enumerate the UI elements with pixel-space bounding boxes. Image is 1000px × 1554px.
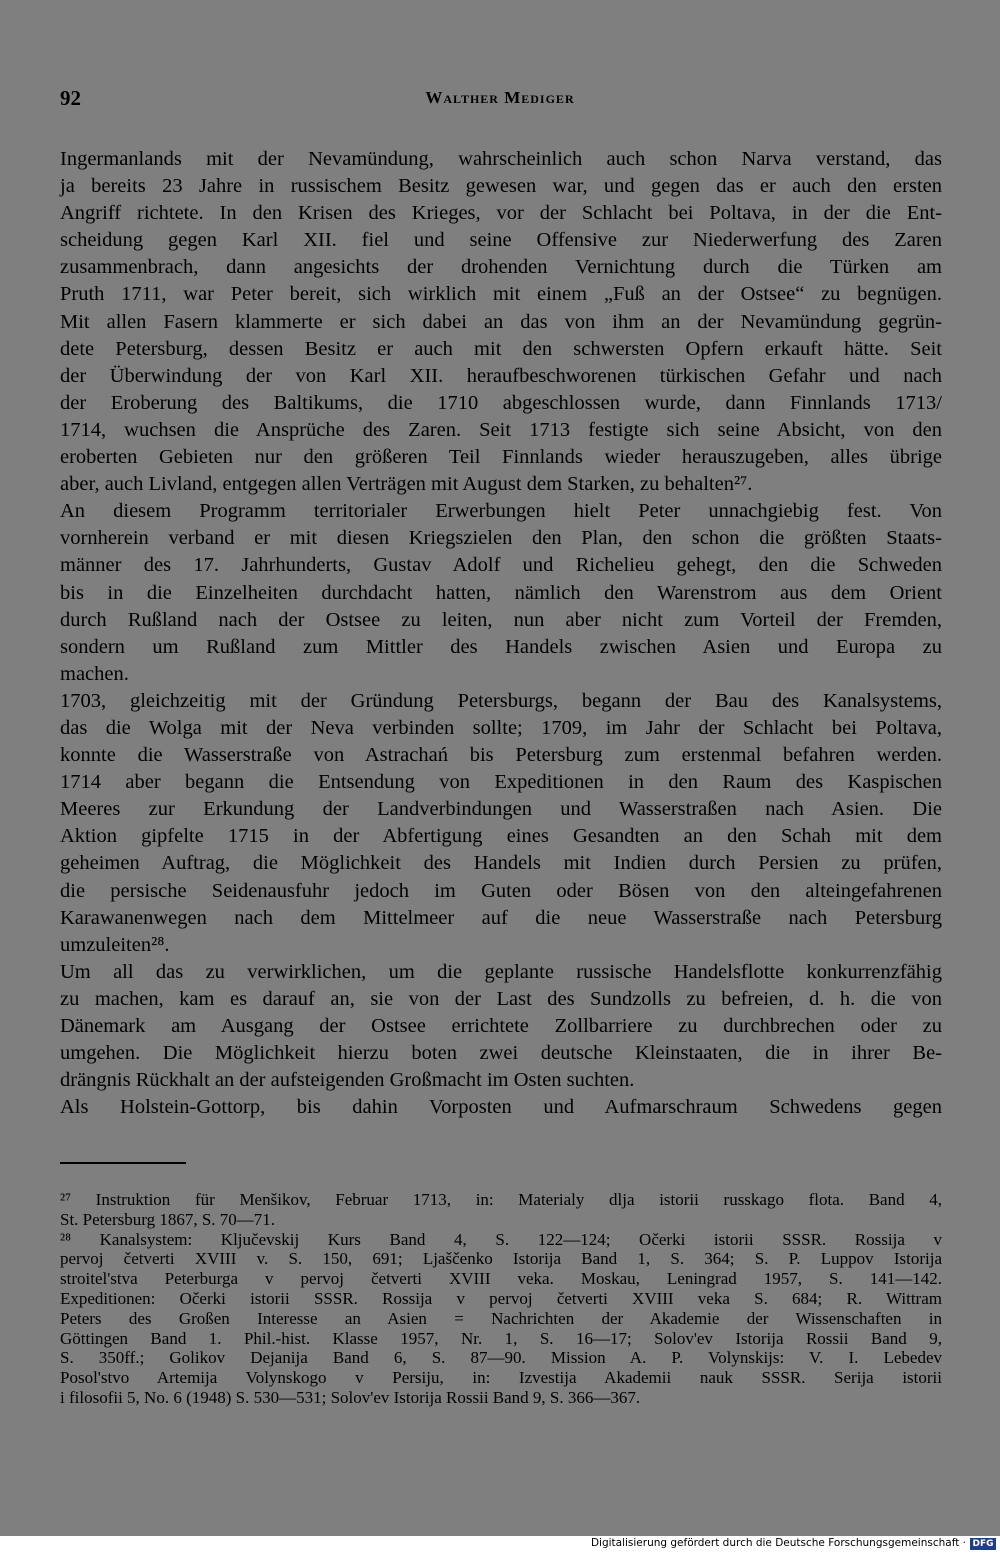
- footnote-line: Expeditionen: Očerki istorii SSSR. Rossija v pervoj četverti XVIII veka S. 684; R. Wittram: [60, 1288, 942, 1308]
- body-line: Aktion gipfelte 1715 in der Abfertigung eines Gesandten an den Schah mit dem: [60, 825, 942, 848]
- body-line: 1714 aber begann die Entsendung von Expeditionen in den Raum des Kaspischen: [60, 771, 942, 794]
- body-line: der Überwindung der von Karl XII. heraufbeschworenen türkischen Gefahr und nach: [60, 364, 942, 387]
- body-line: Um all das zu verwirklichen, um die geplante russische Handelsflotte konkurrenzfähig: [60, 960, 942, 983]
- footnote-line: Posol'stvo Artemija Volynskogo v Persiju, in: Izvestija Akademii nauk SSSR. Serija istorii: [60, 1368, 942, 1388]
- body-line: 1714, wuchsen die Ansprüche des Zaren. Seit 1713 festigte sich seine Absicht, von den: [60, 418, 942, 441]
- footnote-line: St. Petersburg 1867, S. 70—71.: [60, 1209, 276, 1229]
- body-line: geheimen Auftrag, die Möglichkeit des Handels mit Indien durch Persien zu prüfen,: [60, 852, 942, 875]
- body-line: drängnis Rückhalt an der aufsteigenden Großmacht im Osten suchten.: [60, 1069, 635, 1092]
- body-line: zu machen, kam es darauf an, sie von der Last des Sundzolls zu befreien, d. h. die von: [60, 987, 942, 1010]
- body-line: Ingermanlands mit der Nevamündung, wahrscheinlich auch schon Narva verstand, das: [60, 148, 942, 170]
- body-line: machen.: [60, 662, 129, 685]
- footnote-line: ²⁸ Kanalsystem: Ključevskij Kurs Band 4, S. 122—124; Očerki istorii SSSR. Rossija v: [60, 1229, 942, 1249]
- body-line: Meeres zur Erkundung der Landverbindungen und Wasserstraßen nach Asien. Die: [60, 798, 942, 821]
- page-header: [60, 86, 940, 116]
- body-line: ja bereits 23 Jahre in russischem Besitz gewesen war, und gegen das er auch den ersten: [60, 175, 942, 198]
- body-line: An diesem Programm territorialer Erwerbungen hielt Peter unnachgiebig fest. Von: [60, 500, 942, 523]
- footnote-line: S. 350ff.; Golikov Dejanija Band 6, S. 87—90. Mission A. P. Volynskijs: V. I. Lebedev: [60, 1348, 942, 1368]
- footnote-line: pervoj četverti XVIII v. S. 150, 691; Ljaščenko Istorija Band 1, S. 364; S. P. Luppov Istorija: [60, 1249, 942, 1269]
- footnotes: [60, 1190, 942, 1408]
- body-line: Karawanenwegen nach dem Mittelmeer auf die neue Wasserstraße nach Petersburg: [60, 906, 942, 929]
- body-line: Mit allen Fasern klammerte er sich dabei an das von ihm an der Nevamündung gegrün-: [60, 310, 942, 333]
- footnote-line: ²⁷ Instruktion für Menšikov, Februar 1713, in: Materialy dlja istorii russkago flota. Band 4,: [60, 1190, 942, 1209]
- digitization-footer: [0, 1536, 1000, 1554]
- body-line: konnte die Wasserstraße von Astrachań bis Petersburg zum erstenmal befahren werden.: [60, 744, 942, 767]
- digitization-credit: Digitalisierung gefördert durch die Deutsche Forschungsgemeinschaft ·: [590, 1537, 966, 1549]
- dfg-logo: DFG: [970, 1538, 996, 1550]
- page-number: 92: [60, 86, 81, 110]
- body-line: Pruth 1711, war Peter bereit, sich wirklich mit einem „Fuß an der Ostsee“ zu begnügen.: [60, 283, 942, 306]
- body-line: scheidung gegen Karl XII. fiel und seine Offensive zur Niederwerfung des Zaren: [60, 229, 942, 252]
- body-line: eroberten Gebieten nur den größeren Teil Finnlands wieder herauszugeben, alles übrige: [60, 446, 942, 469]
- body-line: Als Holstein-Gottorp, bis dahin Vorposten und Aufmarschraum Schwedens gegen: [60, 1096, 942, 1119]
- body-line: Angriff richtete. In den Krisen des Krieges, vor der Schlacht bei Poltava, in der die Ent-: [60, 202, 942, 225]
- running-head: Walther Mediger: [425, 88, 575, 107]
- body-line: umzuleiten²⁸.: [60, 933, 170, 956]
- body-line: das die Wolga mit der Neva verbinden sollte; 1709, im Jahr der Schlacht bei Poltava,: [60, 716, 942, 739]
- body-line: sondern um Rußland zum Mittler des Handels zwischen Asien und Europa zu: [60, 635, 942, 658]
- body-text: [60, 146, 942, 1121]
- body-line: der Eroberung des Baltikums, die 1710 abgeschlossen wurde, dann Finnlands 1713/: [60, 391, 942, 414]
- footnote-line: stroitel'stva Peterburga v pervoj četverti XVIII veka. Moskau, Leningrad 1957, S. 141—142.: [60, 1269, 942, 1289]
- body-line: zusammenbrach, dann angesichts der drohenden Vernichtung durch die Türken am: [60, 256, 942, 279]
- body-line: vornherein verband er mit diesen Kriegszielen den Plan, den schon die größten Staats-: [60, 527, 942, 550]
- body-line: Dänemark am Ausgang der Ostsee errichtete Zollbarriere zu durchbrechen oder zu: [60, 1015, 942, 1037]
- body-line: dete Petersburg, dessen Besitz er auch mit den schwersten Opfern erkauft hätte. Seit: [60, 337, 942, 360]
- body-line: männer des 17. Jahrhunderts, Gustav Adolf und Richelieu gehegt, den die Schweden: [60, 554, 942, 577]
- body-line: umgehen. Die Möglichkeit hierzu boten zwei deutsche Kleinstaaten, die in ihrer Be-: [60, 1042, 942, 1065]
- body-line: die persische Seidenausfuhr jedoch im Guten oder Bösen von den alteingefahrenen: [60, 879, 942, 902]
- footnote-line: Peters des Großen Interesse an Asien = Nachrichten der Akademie der Wissenschaften in: [60, 1308, 942, 1328]
- body-line: durch Rußland nach der Ostsee zu leiten, nun aber nicht zum Vorteil der Fremden,: [60, 608, 942, 631]
- body-line: bis in die Einzelheiten durchdacht hatten, nämlich den Warenstrom aus dem Orient: [60, 581, 942, 604]
- footnote-line: Göttingen Band 1. Phil.-hist. Klasse 1957, Nr. 1, S. 16—17; Solov'ev Istorija Rossii Band 9,: [60, 1328, 942, 1348]
- footnote-divider: [60, 1162, 186, 1164]
- body-line: 1703, gleichzeitig mit der Gründung Petersburgs, begann der Bau des Kanalsystems,: [60, 689, 942, 712]
- footnote-line: i filosofii 5, No. 6 (1948) S. 530—531; Solov'ev Istorija Rossii Band 9, S. 366—367.: [60, 1387, 641, 1407]
- body-line: aber, auch Livland, entgegen allen Verträgen mit August dem Starken, zu behalten²⁷.: [60, 473, 753, 496]
